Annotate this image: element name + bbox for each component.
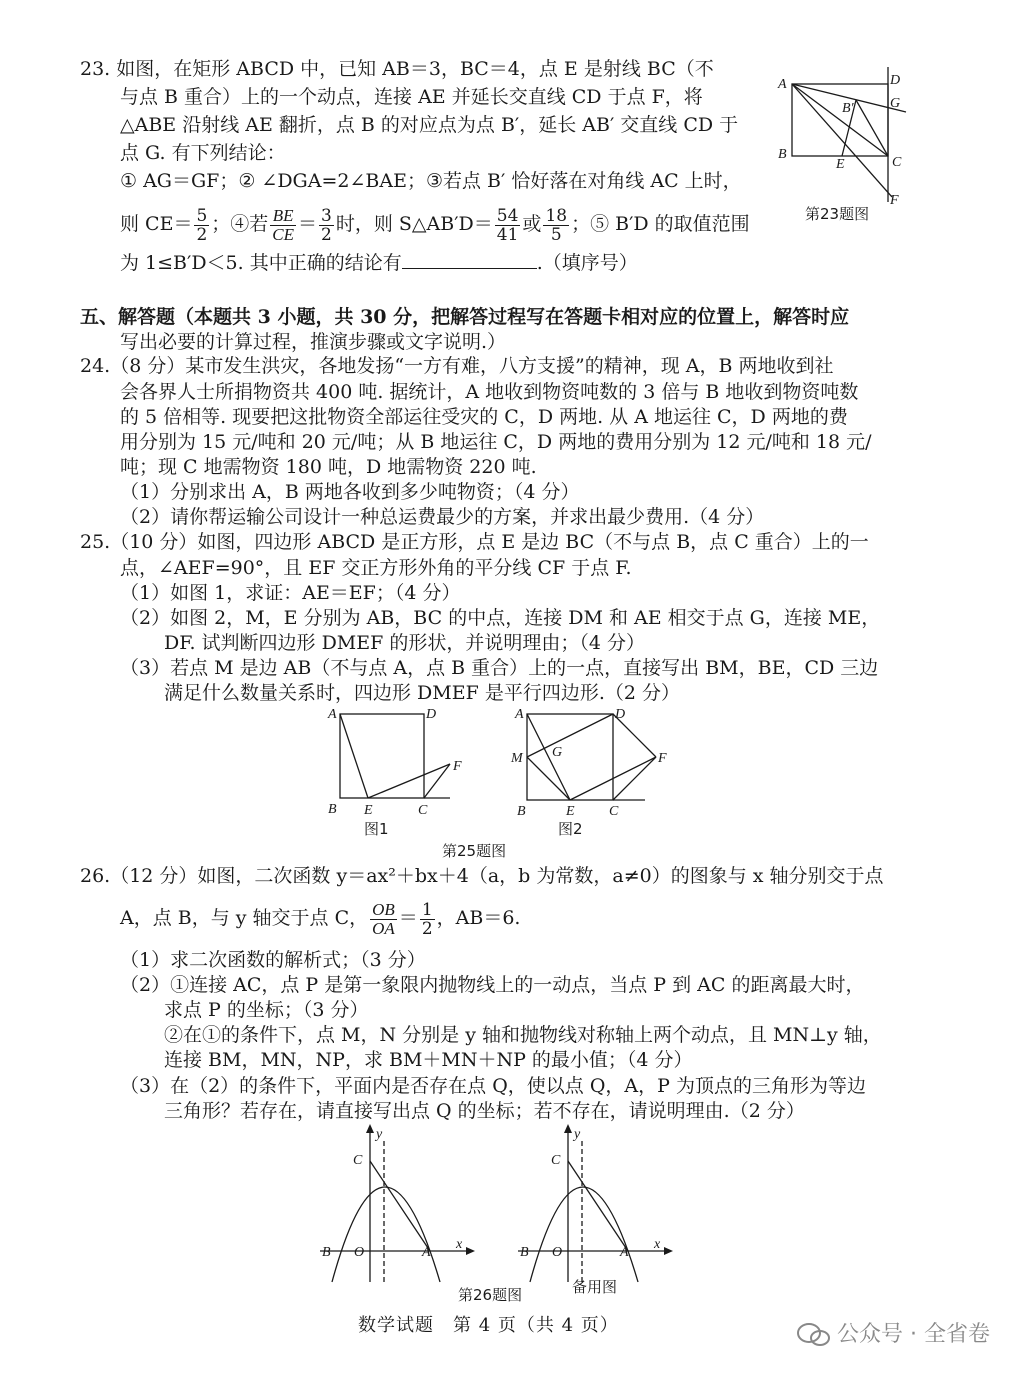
q23-label-E: E [836, 157, 845, 172]
spare-label-O: O [552, 1245, 563, 1260]
spare-label-C: C [551, 1153, 561, 1168]
q25f1-label-D: D [426, 707, 437, 722]
q24-part-1: （1）分别求出 A，B 两地各收到多少吨物资；（4 分） [120, 481, 580, 503]
q26-label-C: C [353, 1153, 363, 1168]
y-axis-arrow [564, 1124, 572, 1133]
q26-label-O: O [354, 1245, 365, 1260]
q26-line-2: A，点 B，与 y 轴交于点 C， $\frac{OB}{OA}$ ＝ $\frac{1}{2}$ ，AB＝6. [120, 899, 521, 939]
q25-figure-1 [320, 700, 480, 830]
q23-label-D: D [890, 73, 901, 88]
q23-line-5: ① AG＝GF；② ∠DGA=2∠BAE；③若点 B′ 恰好落在对角线 AC 上时， [120, 170, 742, 192]
x-axis-arrow [466, 1247, 475, 1255]
q25-part-2b: DF. 试判断四边形 DMEF 的形状，并说明理由；（4 分） [164, 632, 645, 654]
q26-label-A: A [422, 1245, 431, 1260]
q24-line-1: 24.（8 分）某市发生洪灾，各地发扬“一方有难，八方支援”的精神，现 A，B 两地收到社 [80, 355, 834, 377]
spare-label-y: y [574, 1127, 581, 1142]
q25f2-label-F: F [658, 751, 667, 766]
q26-spare-caption: 备用图 [572, 1278, 618, 1296]
q26-part-2b: 求点 P 的坐标；（3 分） [164, 999, 369, 1021]
q24-line-3: 的 5 倍相等. 现要把这批物资全部运往受灾的 C，D 两地. 从 A 地运往 C，D 两地的费 [120, 406, 848, 428]
q23-label-F: F [890, 193, 899, 208]
q23-figure [770, 62, 920, 222]
spare-label-x: x [654, 1237, 661, 1252]
q26-label-x: x [456, 1237, 463, 1252]
page-footer: 数学试题 第 4 页（共 4 页） [358, 1315, 619, 1336]
q26-part-1: （1）求二次函数的解析式；（3 分） [120, 949, 426, 971]
section5-line-2: 写出必要的计算过程，推演步骤或文字说明.） [120, 331, 507, 353]
q26-label-y: y [376, 1127, 383, 1142]
q25-fig2-label: 图2 [558, 820, 583, 838]
q23-line-6: 则 CE＝ $\frac{5}{2}$ ；④若 $\frac{BE}{CE}$ ＝ $\frac{3}{2}$ 时，则 S△AB′D＝ $\frac{54}{41}$ 或 $\frac{18}{5}$ ；⑤ B′D 的取值范围 [120, 205, 750, 245]
q25f2-label-C: C [609, 804, 619, 819]
q25-figure-2 [505, 700, 685, 830]
q25f1-label-E: E [364, 803, 373, 818]
q23-label-C: C [892, 155, 902, 170]
q26-part-3a: （3）在（2）的条件下，平面内是否存在点 Q，使以点 Q，A，P 为顶点的三角形为等边 [120, 1075, 866, 1097]
q25-fig1-label: 图1 [364, 820, 389, 838]
q25f1-label-B: B [328, 802, 337, 817]
q25-line-2: 点，∠AEF=90°，且 EF 交正方形外角的平分线 CF 于点 F. [120, 557, 632, 579]
q25f1-label-A: A [328, 707, 337, 722]
q23-line-1: 23. 如图，在矩形 ABCD 中，已知 AB＝3，BC＝4，点 E 是射线 BC（不 [80, 58, 714, 80]
q25f2-label-G: G [552, 745, 563, 760]
q23-line-2: 与点 B 重合）上的一个动点，连接 AE 并延长交直线 CD 于点 F，将 [120, 86, 703, 108]
q26-part-2c: ②在①的条件下，点 M，N 分别是 y 轴和抛物线对称轴上两个动点，且 MN⊥y 轴， [164, 1024, 882, 1046]
q26-label-B: B [322, 1245, 331, 1260]
wechat-icon [797, 1322, 831, 1348]
q25-part-3a: （3）若点 M 是边 AB（不与点 A，点 B 重合）上的一点，直接写出 BM，BE，CD 三边 [120, 657, 879, 679]
q23-line-4: 点 G. 有下列结论： [120, 142, 286, 164]
q24-line-2: 会各界人士所捐物资共 400 吨. 据统计，A 地收到物资吨数的 3 倍与 B 地收到物资吨数 [120, 381, 859, 403]
spare-label-A: A [620, 1245, 629, 1260]
q25-line-1: 25.（10 分）如图，四边形 ABCD 是正方形，点 E 是边 BC（不与点 B，点 C 重合）上的一 [80, 531, 869, 553]
q23-label-G: G [890, 96, 901, 111]
watermark: 公众号 · 全省卷 [797, 1317, 990, 1348]
q24-part-2: （2）请你帮运输公司设计一种总运费最少的方案，并求出最少费用.（4 分） [120, 506, 765, 528]
q23-line-3: △ABE 沿射线 AE 翻折，点 B 的对应点为点 B′，延长 AB′ 交直线 CD 于 [120, 114, 739, 136]
q25-fig-caption: 第25题图 [442, 842, 507, 860]
q23-label-Bprime: B′ [842, 101, 854, 116]
q26-line-1: 26.（12 分）如图，二次函数 y＝ax²＋bx＋4（a，b 为常数，a≠0）的图象与 x 轴分别交于点 [80, 865, 884, 887]
q26-figure [310, 1122, 485, 1287]
q26-part-3b: 三角形？若存在，请直接写出点 Q 的坐标；若不存在，请说明理由.（2 分） [164, 1100, 805, 1122]
q23-fig-caption: 第23题图 [805, 205, 870, 223]
q25f2-label-M: M [511, 751, 523, 766]
q23-label-A: A [778, 77, 787, 92]
section5-heading: 五、解答题（本题共 3 小题，共 30 分，把解答过程写在答题卡相对应的位置上，解答时应 [80, 306, 850, 328]
q24-line-4: 用分别为 15 元/吨和 20 元/吨；从 B 地运往 C，D 两地的费用分别为 12 元/吨和 18 元/ [120, 431, 872, 453]
y-axis-arrow [366, 1124, 374, 1133]
q26-spare-figure [508, 1122, 683, 1287]
spare-label-B: B [520, 1245, 529, 1260]
q25f1-label-F: F [453, 759, 462, 774]
q25f2-label-D: D [615, 707, 626, 722]
q25f2-label-E: E [566, 804, 575, 819]
q25f1-label-C: C [418, 803, 428, 818]
q26-fig-caption: 第26题图 [458, 1286, 523, 1304]
q25-part-1: （1）如图 1，求证：AE＝EF；（4 分） [120, 582, 461, 604]
q24-line-5: 吨；现 C 地需物资 180 吨，D 地需物资 220 吨. [120, 456, 537, 478]
q23-line-7: 为 1≤B′D＜5. 其中正确的结论有 .（填序号） [120, 252, 638, 274]
q26-part-2d: 连接 BM，MN，NP，求 BM＋MN＋NP 的最小值；（4 分） [164, 1049, 693, 1071]
q26-part-2a: （2）①连接 AC，点 P 是第一象限内抛物线上的一动点，当点 P 到 AC 的距离最大时， [120, 974, 865, 996]
q23-label-B: B [778, 147, 787, 162]
x-axis-arrow [664, 1247, 673, 1255]
q25-part-2a: （2）如图 2，M，E 分别为 AB，BC 的中点，连接 DM 和 AE 相交于点 G，连接 ME， [120, 607, 881, 629]
q25f2-label-A: A [515, 707, 524, 722]
q25f2-label-B: B [517, 804, 526, 819]
answer-blank[interactable] [402, 250, 537, 269]
q25-part-3b: 满足什么数量关系时，四边形 DMEF 是平行四边形.（2 分） [164, 682, 680, 704]
